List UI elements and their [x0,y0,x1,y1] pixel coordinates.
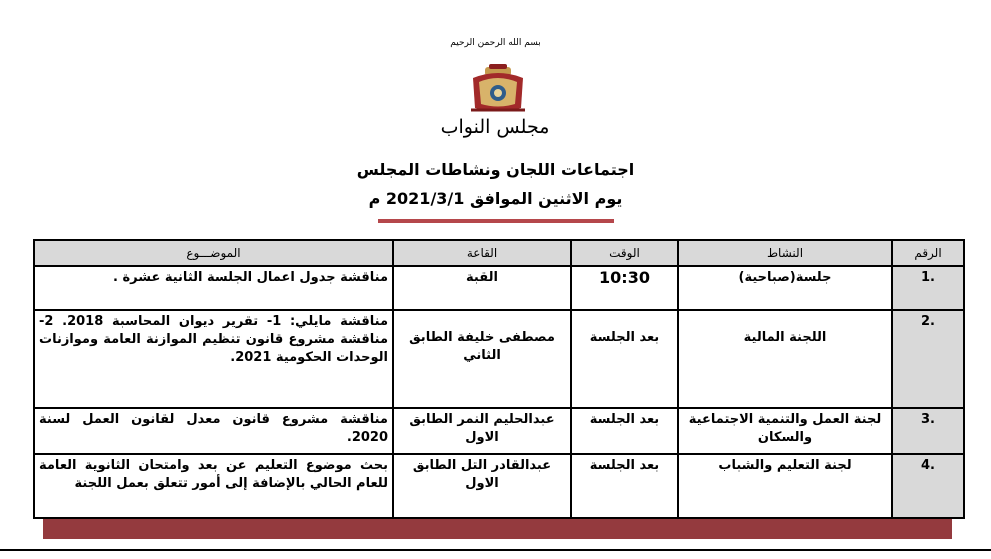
title-underline [378,219,614,223]
row-hall: مصطفى خليفة الطابق الثاني [393,310,571,408]
row-activity: جلسة(صباحية) [678,266,892,310]
row-topic: مناقشة جدول اعمال الجلسة الثانية عشرة . [34,266,393,310]
row-activity: اللجنة المالية [678,310,892,408]
row-number: .4 [892,454,964,518]
row-hall: عبدالقادر التل الطابق الاول [393,454,571,518]
table-row [34,310,964,408]
row-time: 10:30 [571,266,678,310]
row-hall: القبة [393,266,571,310]
date-line: يوم الاثنين الموافق 2021/3/1 م [368,189,623,208]
row-time: بعد الجلسة [571,408,678,454]
table-row [34,454,964,518]
row-hall: عبدالحليم النمر الطابق الاول [393,408,571,454]
footer-bar [43,519,952,539]
header-activity: النشاط [678,240,892,266]
row-number: .1 [892,266,964,310]
row-topic: مناقشة مايلي: 1- تقرير ديوان المحاسبة 2018. 2- مناقشة مشروع قانون تنظيم الموازنة العامة وموازنات الوحدات الحكومية 2021. [34,310,393,408]
page-bottom-line [0,549,991,551]
row-time: بعد الجلسة [571,454,678,518]
header-number: الرقم [892,240,964,266]
table-header-row [34,240,964,266]
row-topic: بحث موضوع التعليم عن بعد وامتحان الثانوية العامة للعام الحالي بالإضافة إلى أمور تتعلق بعمل اللجنة [34,454,393,518]
royal-emblem-icon [467,64,529,114]
row-topic: مناقشة مشروع قانون معدل لقانون العمل لسنة 2020. [34,408,393,454]
header-hall: القاعة [393,240,571,266]
page-title: اجتماعات اللجان ونشاطات المجلس [356,160,635,179]
table-row [34,266,964,310]
row-activity: لجنة العمل والتنمية الاجتماعية والسكان [678,408,892,454]
row-time: بعد الجلسة [571,310,678,408]
parliament-logo-text: مجلس النواب [440,116,550,138]
schedule-table [33,239,965,519]
basmala-text: بسم الله الرحمن الرحيم [450,38,541,48]
row-activity: لجنة التعليم والشباب [678,454,892,518]
row-number: .3 [892,408,964,454]
header-topic: الموضـــوع [34,240,393,266]
schedule-table-container [33,239,963,519]
row-number: .2 [892,310,964,408]
header-time: الوقت [571,240,678,266]
table-row [34,408,964,454]
